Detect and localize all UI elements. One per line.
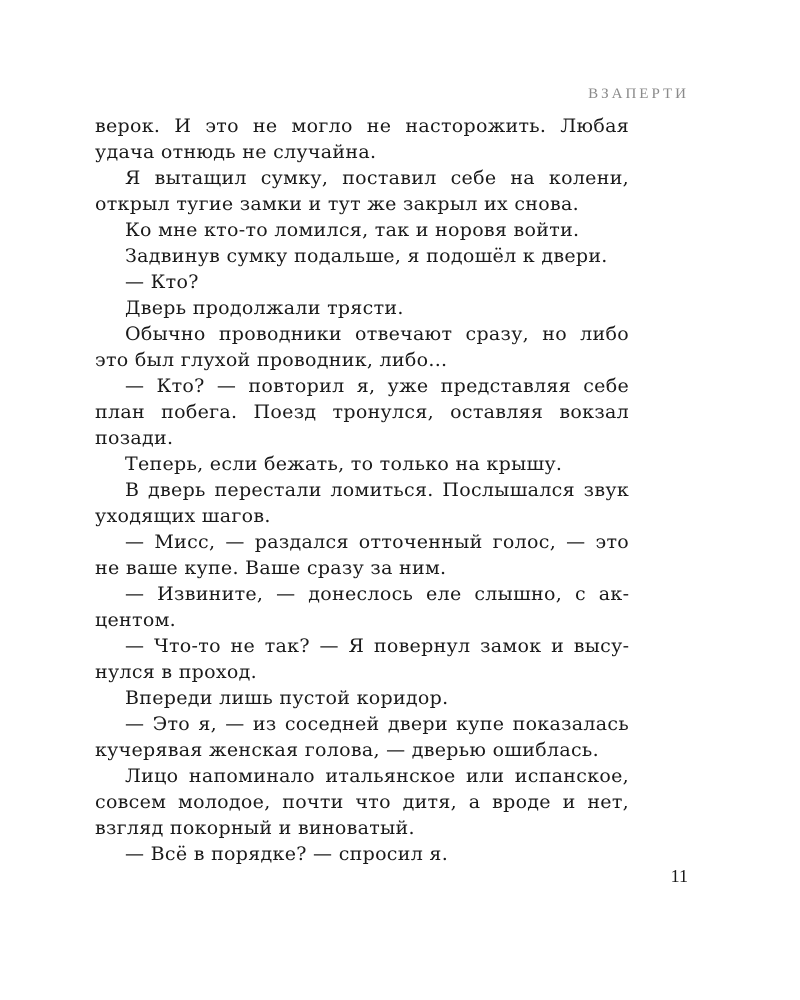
paragraph: — Кто? [125,271,199,293]
paragraph: — Извините, — донеслось еле слышно, с акцентом. [95,583,629,631]
paragraph: Дверь продолжали трясти. [125,297,404,319]
paragraph: верок. И это не могло не насторожить. Любая удача отнюдь не случайна. [95,115,629,163]
paragraph: Ко мне кто-то ломился, так и норовя войти. [125,219,580,241]
paragraph: В дверь перестали ломиться. Послышался звук уходящих шагов. [95,479,629,527]
paragraph: Задвинув сумку подальше, я подошёл к двери. [125,245,608,267]
paragraph: Лицо напоминало итальянское или испанское, совсем молодое, почти что дитя, а вроде и нет, взгляд покорный и виноватый. [95,765,629,839]
page-number: 11 [670,866,688,886]
paragraph: — Что-то не так? — Я повернул замок и высунулся в проход. [95,635,629,683]
paragraph: — Мисс, — раздался отточенный голос, — это не ваше купе. Ваше сразу за ним. [95,531,629,579]
paragraph: Я вытащил сумку, поставил себе на колени, открыл тугие замки и тут же закрыл их снова. [95,167,629,215]
paragraph: Впереди лишь пустой коридор. [125,687,449,709]
paragraph: — Кто? — повторил я, уже представляя себе план побега. Поезд тронулся, оставляя вокзал позади. [95,375,629,449]
body-text [95,113,629,867]
paragraph: — Всё в порядке? — спросил я. [125,843,449,865]
running-head-title: ВЗАПЕРТИ [588,86,689,102]
paragraph: Теперь, если бежать, то только на крышу. [125,453,563,475]
paragraph: — Это я, — из соседней двери купе показалась кучерявая женская голова, — дверью ошиблась. [95,713,629,761]
paragraph: Обычно проводники отвечают сразу, но либо это был глухой проводник, либо... [95,323,629,371]
